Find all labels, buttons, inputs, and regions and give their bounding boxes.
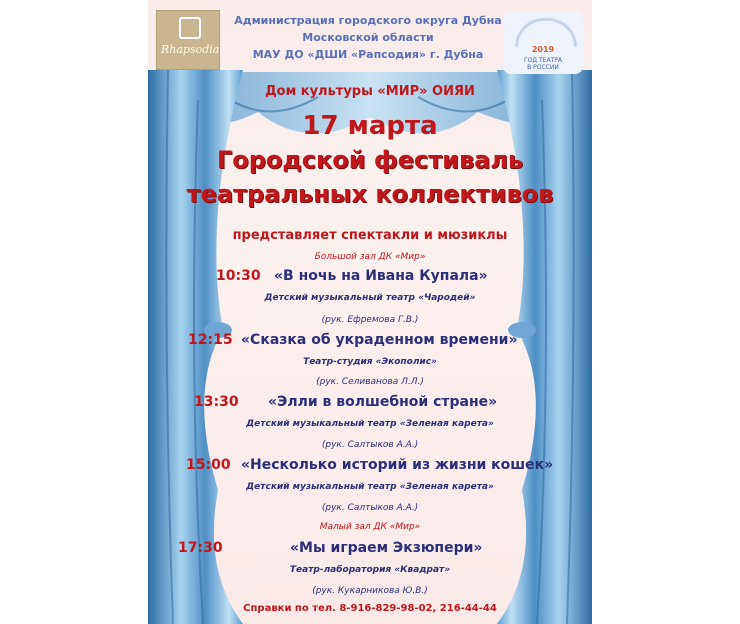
event-date: 17 марта: [302, 111, 438, 141]
admin-line-1: Администрация городского округа Дубна: [234, 14, 502, 27]
event-4-title: «Несколько историй из жизни кошек»: [241, 457, 554, 473]
venue-name: Дом культуры «МИР» ОИЯИ: [265, 84, 475, 99]
contact-phone-line: Справки по тел. 8-916-829-98-02, 216-44-44: [243, 603, 497, 614]
event-2-title: «Сказка об украденном времени»: [241, 332, 518, 348]
festival-title-line-2: театральных коллективов: [186, 180, 554, 208]
lyre-icon: [179, 17, 201, 39]
big-hall-label: Большой зал ДК «Мир»: [314, 252, 426, 262]
event-5-title: «Мы играем Экзюпери»: [290, 540, 483, 556]
festival-title-line-1: Городской фестиваль: [216, 146, 524, 174]
event-3-time: 13:30: [194, 394, 239, 410]
badge-line-1: ГОД ТЕАТРА: [524, 57, 562, 64]
year-of-theatre-badge: [503, 12, 583, 74]
event-4-lead: (рук. Салтыков А.А.): [321, 503, 419, 513]
festival-poster: [148, 0, 592, 624]
event-5-time: 17:30: [178, 540, 223, 556]
event-5-team: Театр-лаборатория «Квадрат»: [289, 565, 451, 575]
theatre-arc-icon: [515, 18, 577, 47]
event-1-title: «В ночь на Ивана Купала»: [274, 268, 488, 284]
event-1-lead: (рук. Ефремова Г.В.): [321, 315, 419, 325]
badge-caption: [503, 57, 583, 71]
event-2-lead: (рук. Селиванова Л.Л.): [316, 377, 424, 387]
rhapsodia-logo: [156, 10, 220, 70]
event-2-team: Театр-студия «Экополис»: [303, 357, 437, 367]
event-3-lead: (рук. Салтыков А.А.): [321, 440, 419, 450]
small-hall-label: Малый зал ДК «Мир»: [319, 522, 421, 532]
admin-line-2: Московской области: [302, 31, 434, 44]
badge-line-2: В РОССИИ: [527, 64, 559, 71]
event-2-time: 12:15: [188, 332, 233, 348]
event-1-team: Детский музыкальный театр «Чародей»: [264, 293, 476, 303]
event-3-title: «Элли в волшебной стране»: [268, 394, 498, 410]
event-3-team: Детский музыкальный театр «Зеленая карета»: [246, 419, 494, 429]
badge-year: 2019: [531, 45, 555, 54]
logo-signature: Rhapsodia: [161, 43, 220, 56]
admin-line-3: МАУ ДО «ДШИ «Рапсодия» г. Дубна: [252, 48, 484, 61]
presents-line: представляет спектакли и мюзиклы: [232, 228, 508, 243]
event-4-team: Детский музыкальный театр «Зеленая карета»: [246, 482, 494, 492]
event-5-lead: (рук. Кукарникова Ю.В.): [312, 586, 428, 596]
event-4-time: 15:00: [186, 457, 231, 473]
event-1-time: 10:30: [216, 268, 261, 284]
